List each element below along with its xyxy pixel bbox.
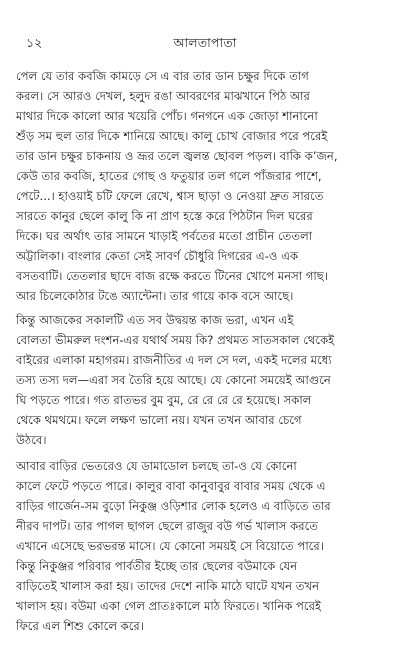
page-number: ১২ bbox=[26, 35, 43, 50]
paragraph: আবার বাড়ির ভেতরেও যে ডামাডোল চলছে তা-ও যে কোনো কালে ফেটে পড়তে পারে। কালুর বাবা কানুবাবুর বাবার সময় থেকে এ বাড়ির গার্জেন-সম বুড়ো নিকুঞ্জ ওড়িশার লোক হলেও এ বাড়িতে তার নীরব দাপট। তার পাগল ছাগল ছেলে রাজুর বউ গর্ভ খালাস করতে এখানে এসেছে ভরভরন্ত মাসে। যে কোনো সময়ই সে বিয়োতে পারে। কিন্তু নিকুঞ্জর পরিবার পার্বতীর ইচ্ছে তার ছেলের বউমাকে যেন বাড়িতেই খালাস করা হয়। তাদের দেশে নাকি মাঠে ঘাটে যখন তখন খালাস হয়। বউমা একা গেল প্রাতঃকালে মাঠ ফিরতে। খানিক পরেই ফিরে এল শিশু কোলে করে। bbox=[16, 459, 331, 633]
running-header bbox=[26, 34, 384, 52]
running-title: আলতাপাতা bbox=[173, 35, 237, 50]
body-text bbox=[16, 66, 386, 636]
paragraph: পেল যে তার কবজি কামড়ে সে এ বার তার ডান চক্ষুর দিকে তাগ করল। সে আরও দেখল, হলুদ রঙা আবরণের মাঝখানে পিঠ আর মাথার দিকে কালো আর খয়েরি পোঁচ। গনগনে এক জোড়া শানানো শুঁড় সম হুল তার দিকে শানিয়ে আছে। কালু চোখ বোজার পরে পরেই তার ডান চক্ষুর চাকনায় ও ভ্রূর তলে জ্বলন্ত ছোবল পড়ল। বাকি ক’জন, কেউ তার কবজি, হাতের গোছ ও ফতুয়ার তল গলে পাঁজরার পাশে, পেটে...। হাওয়াই চটি ফেলে রেখে, শ্বাস ছাড়া ও নেওয়া দ্রুত সারতে সারতে কানুর ছেলে কালু কি না প্রাণ হস্তে করে পিঠটান দিল ঘরের দিকে। ঘর অর্থাৎ তার সামনে খাড়াই পর্বতের মতো প্রাচীন তেতলা অট্টালিকা। বাংলার কেতা সেই সাবর্ণ চৌধুরি দিগরের এ-ও এক বসতবাটি। তেতলার ছাদে বাজ রক্ষে করতে টিনের খোপে মনসা গাছ। আর চিলেকোঠার টঙে অ্যান্টেনা। তার গায়ে কাক বসে আছে। bbox=[16, 69, 338, 303]
paragraph: কিন্তু আজকের সকালটি এত সব উদ্বয়ন্ত কাজ ভরা, এখন এই বোলতা ভীমরুল দংশন-এর যথার্থ সময় কি? প্রথমত সাতসকাল থেকেই বাইরের এলাকা মহাগরম। রাজনীতির এ দল সে দল, একই দলের মধ্যে তস্য তস্য দল—এরা সব তৈরি হয়ে আছে। যে কোনো সময়েই আগুনে ঘি পড়তে পারে। গত রাতভর বুম বুম, রে রে রে রে হয়েছে। সকাল থেকে থমথমে। ফলে লক্ষণ ভালো নয়। যখন তখন আবার চেগে উঠবে। bbox=[16, 313, 335, 447]
